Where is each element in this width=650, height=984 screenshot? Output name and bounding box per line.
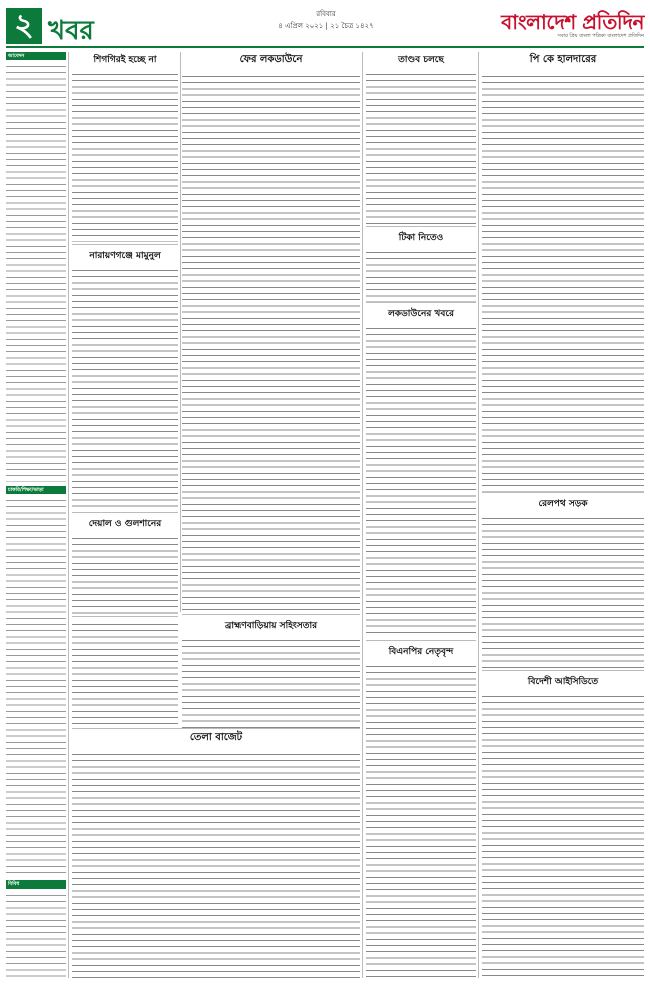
logo-tagline: সবার প্রিয় বাংলা পত্রিকা বাংলাদেশ প্রতিদিন: [557, 33, 644, 39]
story-6: [366, 230, 476, 300]
newspaper-logo: বাংলাদেশ প্রতিদিন: [501, 10, 644, 34]
story-body: [72, 70, 178, 242]
story-headline: নারায়ণগঞ্জে মামুনুল: [89, 251, 161, 261]
classified-text-1: [6, 62, 66, 482]
story-headline: বিদেশী আইসিডিতে: [527, 677, 599, 687]
story-body: [366, 248, 476, 302]
story-body: [72, 534, 178, 614]
masthead-rule: [6, 46, 644, 48]
story-5: [72, 248, 178, 510]
story-headline: পি কে হালদারের: [529, 54, 597, 65]
story-body-continuation: [72, 620, 178, 726]
story-13: [482, 674, 644, 978]
story-body: [182, 72, 360, 612]
story-4: [482, 52, 644, 490]
story-body: [366, 70, 476, 226]
story-body: [366, 662, 476, 980]
section-name: খবর: [48, 16, 94, 46]
story-body: [182, 636, 360, 730]
story-3: [366, 52, 476, 224]
classified-heading: আবেদন: [6, 52, 66, 60]
story-12: [366, 644, 476, 978]
masthead: [6, 6, 644, 46]
story-body: [482, 514, 644, 670]
classified-text-3: [6, 891, 66, 978]
story-headline: তেলা বাজেট: [189, 732, 243, 743]
classified-heading-3: বিবিধ: [6, 880, 66, 888]
story-2: [182, 52, 360, 612]
story-headline: দেয়াল ও গুলশানের: [88, 519, 162, 529]
story-7: [366, 306, 476, 636]
story-11: [72, 730, 360, 978]
story-headline: টিকা নিতেও: [398, 233, 444, 243]
story-body: [482, 692, 644, 980]
story-headline: তাণ্ডব চলছে: [398, 55, 444, 65]
date-label: ৪ এপ্রিল ২০২১ | ২১ চৈত্র ১৪২৭: [278, 22, 374, 30]
story-body: [482, 72, 644, 492]
story-headline: শিগগিরই হচ্ছে না: [93, 55, 157, 65]
story-headline: ফের লকডাউনে: [239, 54, 303, 65]
story-body: [72, 266, 178, 510]
classified-text-2: [6, 496, 66, 876]
classified-column: [6, 52, 66, 978]
story-1: [72, 52, 178, 242]
story-headline: লকডাউনের খবরে: [388, 309, 454, 319]
classified-heading-2: চাকরি/শিক্ষা/ভাড়া: [6, 486, 66, 494]
story-body: [72, 750, 360, 980]
story-headline: রেলপথ সড়ক: [538, 499, 588, 509]
story-headline: ব্রাহ্মণবাড়িয়ায় সহিংসতার: [224, 621, 318, 631]
story-body: [366, 324, 476, 636]
story-9: [182, 618, 360, 728]
column-divider: [68, 52, 69, 978]
story-8: [72, 516, 178, 614]
page-number: ২: [6, 8, 42, 44]
story-headline: বিএনপির নেতৃবৃন্দ: [388, 647, 454, 657]
day-label: রবিবার: [316, 10, 336, 18]
story-10: [482, 496, 644, 668]
